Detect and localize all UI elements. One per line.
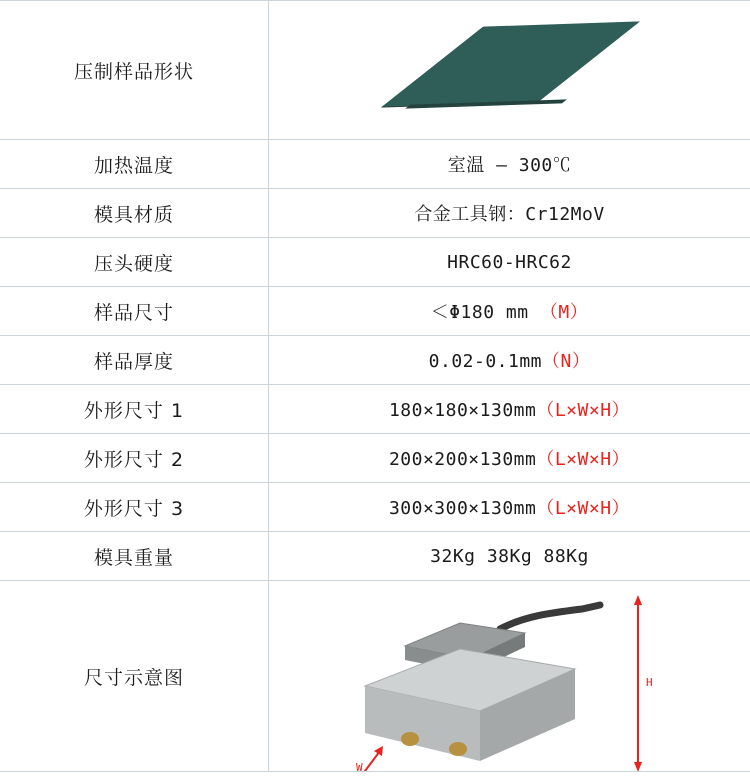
pressed-sample-plate-image <box>269 1 750 139</box>
table-row <box>0 385 750 434</box>
table-row <box>0 189 750 238</box>
row-value-dimension-diagram <box>269 581 750 772</box>
row-value-mold-material: 合金工具钢：Cr12MoV <box>414 204 605 225</box>
table-row <box>0 336 750 385</box>
table-row <box>0 483 750 532</box>
outer-dimension-1-accent: （L×W×H） <box>536 400 631 421</box>
row-label-outer-dimension-2: 外形尺寸 2 <box>0 434 269 483</box>
table-row <box>0 1 750 140</box>
outer-dimension-2-main: 200×200×130mm <box>388 449 537 470</box>
row-label-sample-shape: 压制样品形状 <box>0 1 269 140</box>
table-row <box>0 140 750 189</box>
table-row <box>0 581 750 772</box>
height-label: H <box>645 676 653 689</box>
sample-size-accent: （M） <box>539 302 589 323</box>
sample-size-main: ＜Φ180 mm <box>430 302 540 323</box>
sample-thickness-accent: （N） <box>542 351 591 372</box>
row-label-punch-hardness: 压头硬度 <box>0 238 269 287</box>
table-row <box>0 532 750 581</box>
bolt-right <box>449 742 467 756</box>
outer-dimension-3-main: 300×300×130mm <box>388 498 537 519</box>
outer-dimension-1-main: 180×180×130mm <box>388 400 537 421</box>
table-row <box>0 238 750 287</box>
row-value-sample-size <box>269 287 750 336</box>
height-arrow-head-top <box>634 595 642 605</box>
plate-shape <box>400 24 612 116</box>
row-label-outer-dimension-1: 外形尺寸 1 <box>0 385 269 434</box>
row-label-sample-size: 样品尺寸 <box>0 287 269 336</box>
outer-dimension-3-accent: （L×W×H） <box>536 498 631 519</box>
row-value-mold-weight: 32Kg 38Kg 88Kg <box>430 545 589 567</box>
row-label-dimension-diagram: 尺寸示意图 <box>0 581 269 772</box>
row-value-punch-hardness: HRC60-HRC62 <box>447 251 572 273</box>
plate-top-face <box>382 21 640 106</box>
cable-shape <box>500 605 600 629</box>
row-label-sample-thickness: 样品厚度 <box>0 336 269 385</box>
height-arrow-head-bottom <box>634 762 642 771</box>
row-label-heating-temperature: 加热温度 <box>0 140 269 189</box>
row-value-heating-temperature: 室温 – 300℃ <box>447 155 572 176</box>
bolt-left <box>401 732 419 746</box>
row-value-outer-dimension-3 <box>269 483 750 532</box>
outer-dimension-2-accent: （L×W×H） <box>536 449 631 470</box>
dimension-diagram-image <box>269 581 750 774</box>
row-value-outer-dimension-1 <box>269 385 750 434</box>
row-value-sample-shape <box>269 1 750 140</box>
row-label-mold-material: 模具材质 <box>0 189 269 238</box>
row-label-outer-dimension-3: 外形尺寸 3 <box>0 483 269 532</box>
row-label-mold-weight: 模具重量 <box>0 532 269 581</box>
sample-thickness-main: 0.02-0.1mm <box>428 351 543 372</box>
table-row <box>0 434 750 483</box>
row-value-sample-thickness <box>269 336 750 385</box>
width-label: W <box>355 761 363 774</box>
table-row <box>0 287 750 336</box>
width-arrow-line <box>362 751 380 771</box>
row-value-outer-dimension-2 <box>269 434 750 483</box>
dimension-diagram-svg <box>350 591 680 774</box>
